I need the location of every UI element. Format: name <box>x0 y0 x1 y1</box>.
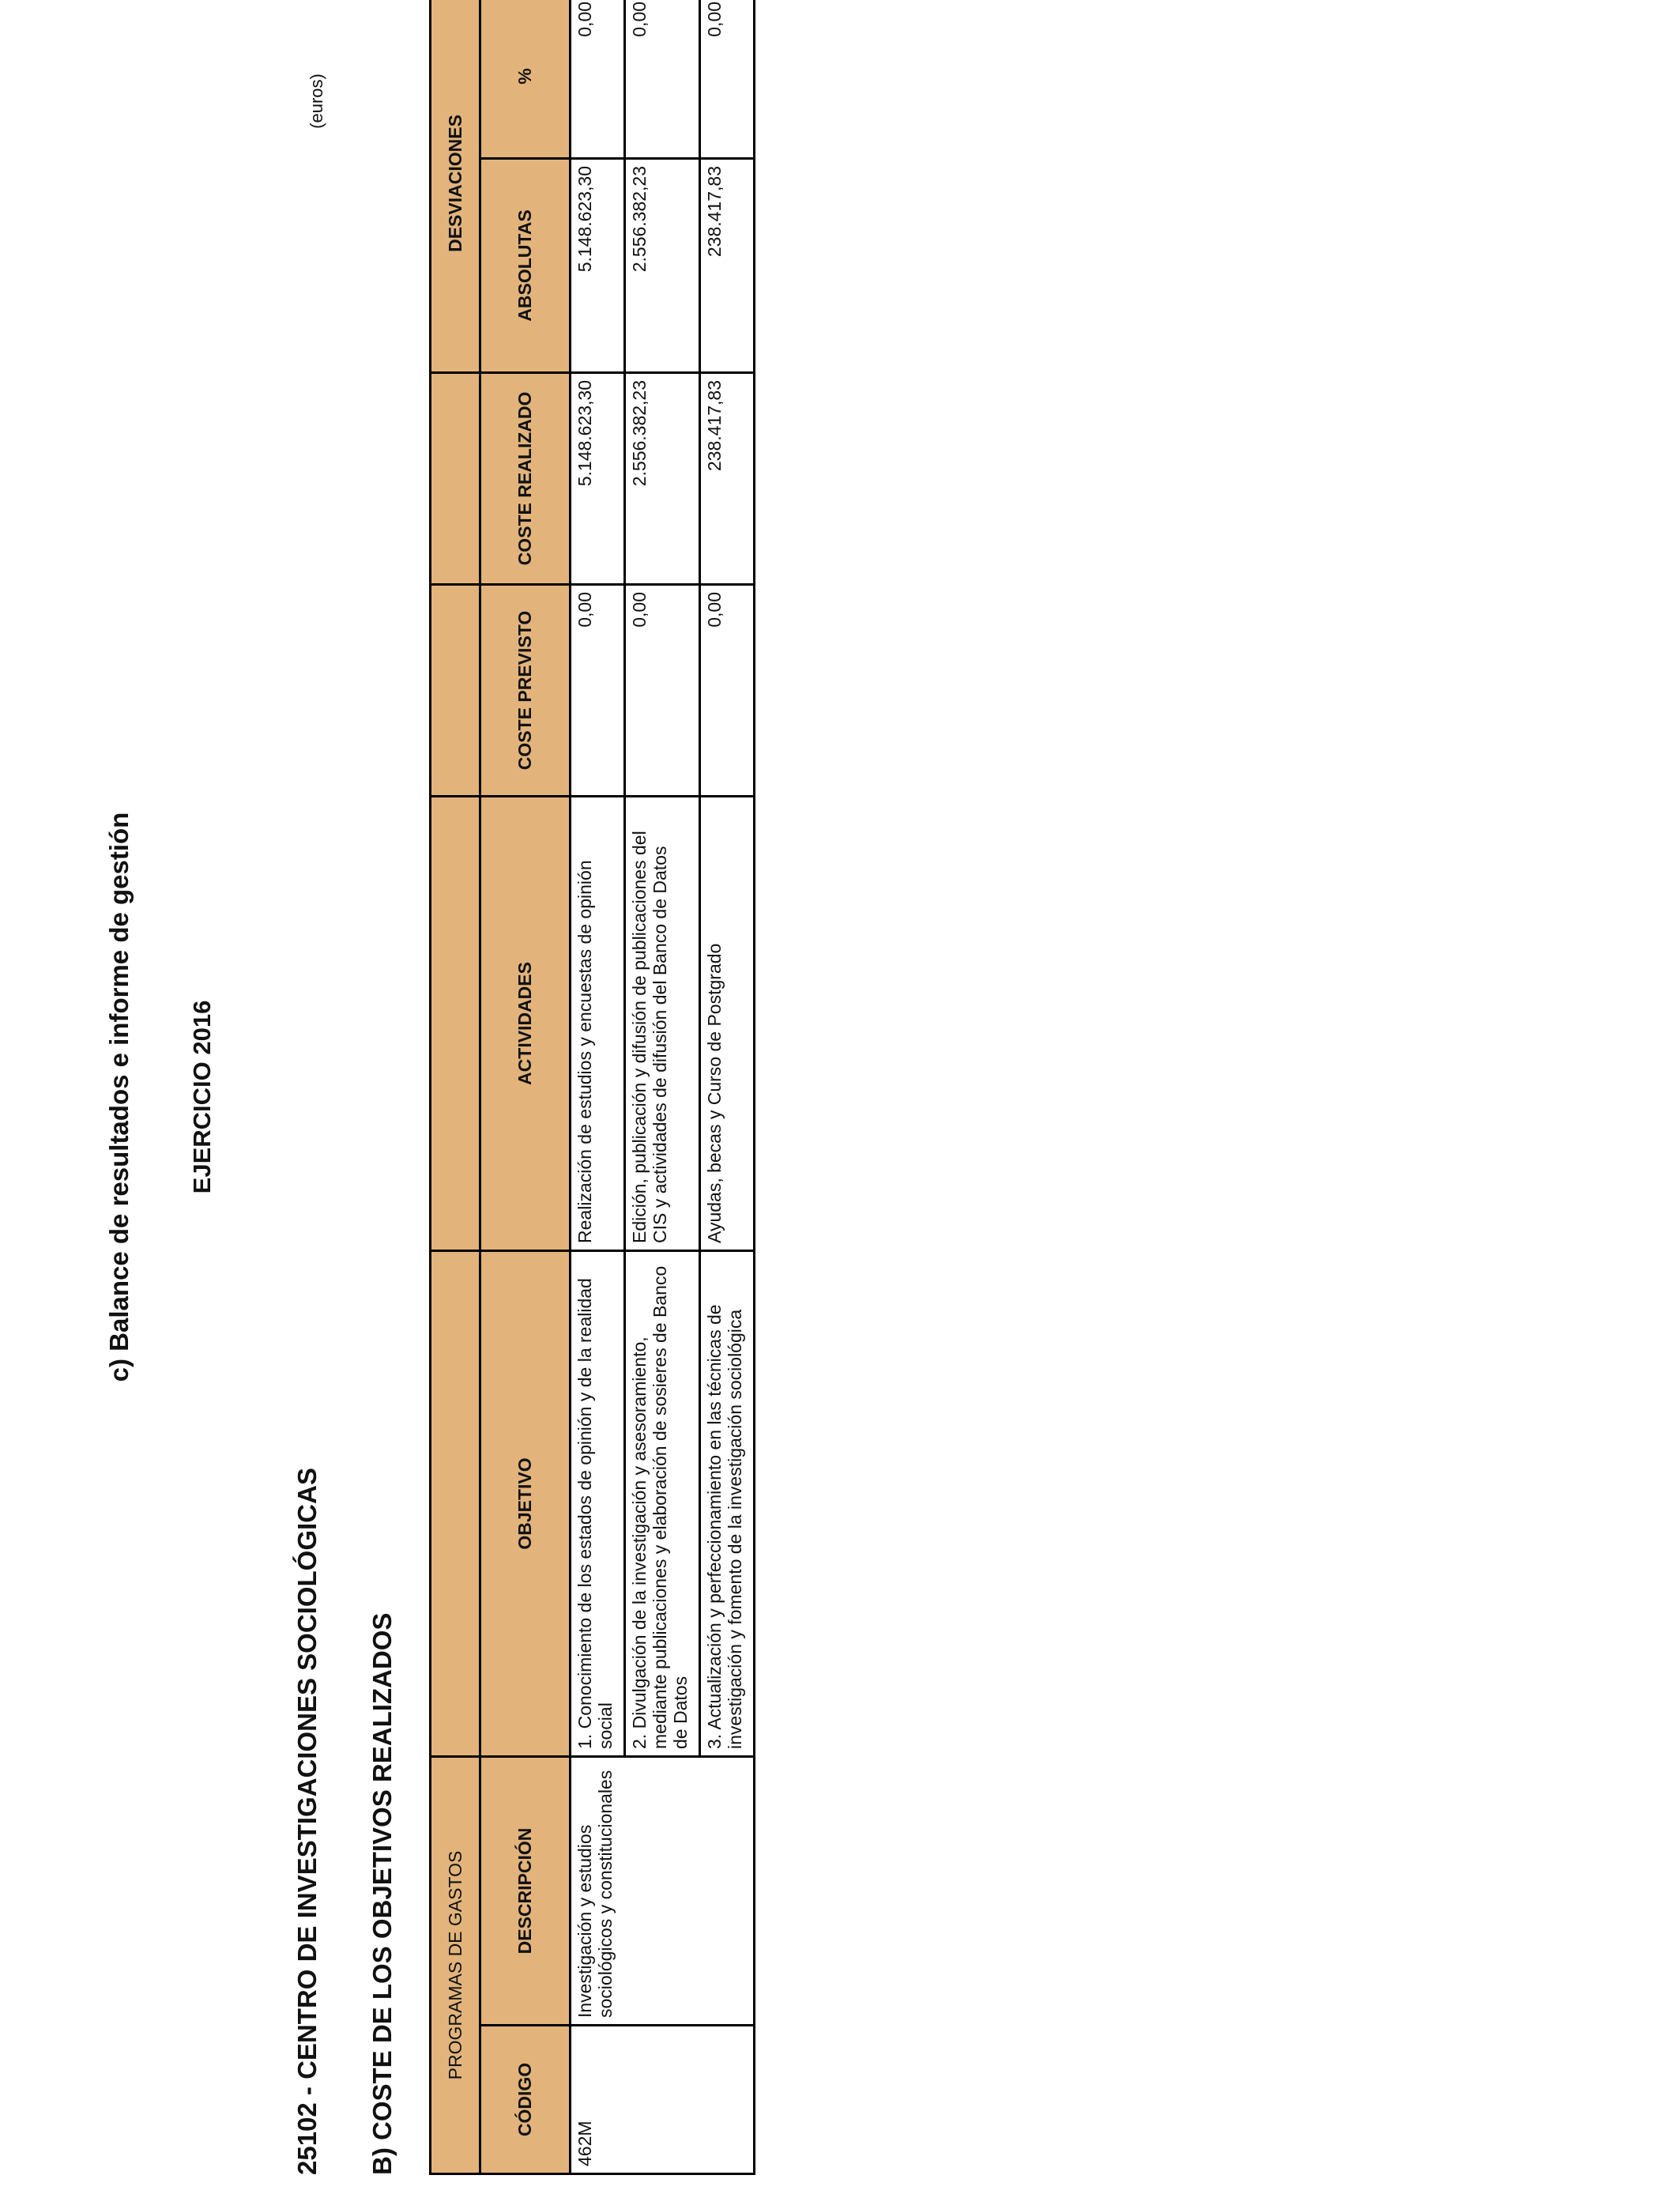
column-header-row <box>480 0 571 2174</box>
group-header-blank-actividades <box>431 796 480 1250</box>
percent-deviation-cell: 0,00 <box>700 0 755 158</box>
group-header-blank-previsto <box>431 584 480 796</box>
group-header-blank-realizado <box>431 372 480 584</box>
absolute-deviation-cell: 238.417,83 <box>700 158 755 372</box>
table-row <box>571 0 625 2174</box>
planned-cost-cell: 0,00 <box>571 584 625 796</box>
header-actividades: ACTIVIDADES <box>480 796 571 1250</box>
fiscal-year: EJERCICIO 2016 <box>188 1000 216 1194</box>
objective-cell: 1. Conocimiento de los estados de opinión y de la realidad social <box>571 1250 625 1756</box>
planned-cost-cell: 0,00 <box>625 584 700 796</box>
percent-deviation-cell: 0,00 <box>571 0 625 158</box>
actual-cost-cell: 238.417,83 <box>700 372 755 584</box>
activity-cell: Ayudas, becas y Curso de Postgrado <box>700 796 755 1250</box>
actual-cost-cell: 2.556.382,23 <box>625 372 700 584</box>
group-header-blank-objetivo <box>431 1250 480 1756</box>
absolute-deviation-cell: 2.556.382,23 <box>625 158 700 372</box>
program-code: 462M <box>571 2026 755 2174</box>
percent-deviation-cell: 0,00 <box>625 0 700 158</box>
activity-cell: Realización de estudios y encuestas de opinión <box>571 796 625 1250</box>
header-absolutas: ABSOLUTAS <box>480 158 571 372</box>
objective-cell: 3. Actualización y perfeccionamiento en las técnicas de investigación y fomento de la investigación sociológica <box>700 1250 755 1756</box>
activity-cell: Edición, publicación y difusión de publicaciones del CIS y actividades de difusión del Banco de Datos <box>625 796 700 1250</box>
header-objetivo: OBJETIVO <box>480 1250 571 1756</box>
program-description: Investigación y estudios sociológicos y constitucionales <box>571 1756 755 2025</box>
group-header-desviaciones: DESVIACIONES <box>431 0 480 372</box>
planned-cost-cell: 0,00 <box>700 584 755 796</box>
currency-unit: (euros) <box>307 74 326 129</box>
objectives-cost-table <box>429 0 755 2175</box>
group-header-row <box>431 0 480 2174</box>
header-descripcion: DESCRIPCIÓN <box>480 1756 571 2025</box>
actual-cost-cell: 5.148.623,30 <box>571 372 625 584</box>
section-title: B) COSTE DE LOS OBJETIVOS REALIZADOS <box>367 1612 397 2175</box>
document-title: c) Balance de resultados e informe de gestión <box>104 812 134 1382</box>
entity-title: 25102 - CENTRO DE INVESTIGACIONES SOCIOLÓGICAS <box>292 1468 322 2175</box>
group-header-programas: PROGRAMAS DE GASTOS <box>431 1756 480 2173</box>
header-coste-realizado: COSTE REALIZADO <box>480 372 571 584</box>
header-codigo: CÓDIGO <box>480 2026 571 2174</box>
objective-cell: 2. Divulgación de la investigación y asesoramiento, mediante publicaciones y elaboración de sosieres de Banco de Datos <box>625 1250 700 1756</box>
header-coste-previsto: COSTE PREVISTO <box>480 584 571 796</box>
absolute-deviation-cell: 5.148.623,30 <box>571 158 625 372</box>
header-porcentaje: % <box>480 0 571 158</box>
